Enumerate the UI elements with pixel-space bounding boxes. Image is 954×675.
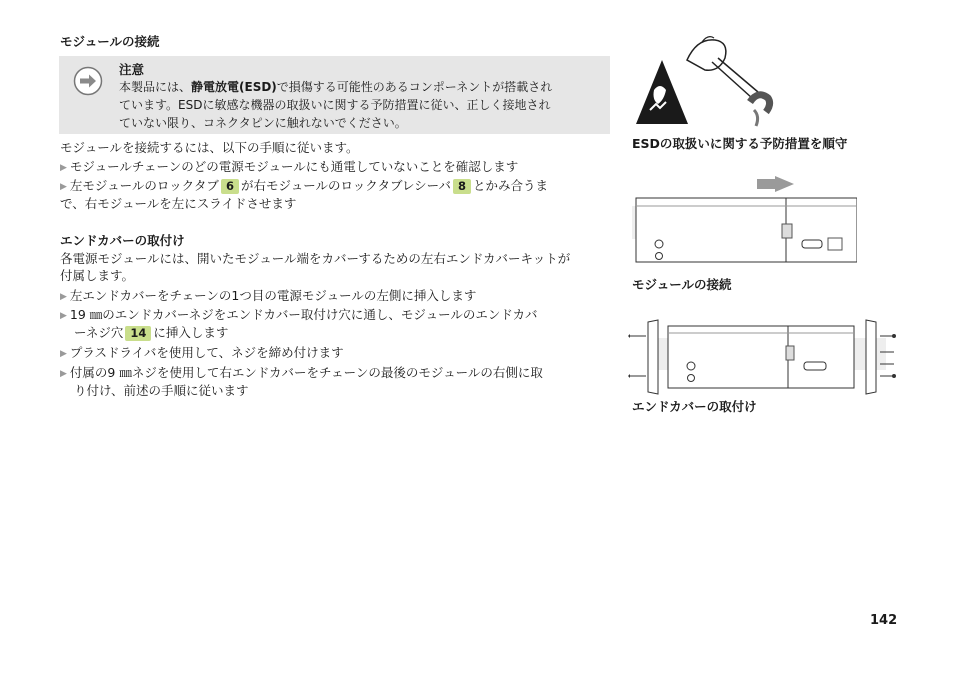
end-cover-illustration bbox=[628, 318, 898, 396]
caption-end-cover: エンドカバーの取付け bbox=[632, 399, 757, 414]
arrow-right-circle-icon bbox=[73, 66, 103, 96]
step-6: ▶ 付属の9 ㎜ネジを使用して右エンドカバーをチェーンの最後のモジュールの右側に取 bbox=[60, 364, 543, 384]
para2-line-1: 各電源モジュールには、開いたモジュール端をカバーするための左右エンドカバーキットが bbox=[60, 251, 571, 266]
step-1: ▶ モジュールチェーンのどの電源モジュールにも通電していないことを確認します bbox=[60, 158, 518, 178]
para2-line-2: 付属します。 bbox=[60, 268, 135, 283]
page-number: 142 bbox=[870, 613, 898, 628]
callout-badge-14: 14 bbox=[125, 326, 151, 341]
step-2: ▶ 左モジュールのロックタブ 6 が右モジュールのロックタブレシーバ 8 とかみ合うま bbox=[60, 177, 548, 197]
caption-module-connection: モジュールの接続 bbox=[632, 277, 732, 292]
callout-badge-6: 6 bbox=[221, 179, 239, 194]
intro-text: モジュールを接続するには、以下の手順に従います。 bbox=[60, 140, 359, 155]
callout-badge-8: 8 bbox=[453, 179, 471, 194]
caution-note-box bbox=[59, 56, 610, 134]
step-5: ▶ プラスドライバを使用して、ネジを締め付けます bbox=[60, 344, 344, 364]
note-line-2: ています。ESDに敏感な機器の取扱いに関する予防措置に従い、正しく接地され bbox=[119, 98, 551, 112]
note-line-1: 本製品には、静電放電(ESD)で損傷する可能性のあるコンポーネントが搭載され bbox=[119, 80, 553, 94]
esd-warning-illustration bbox=[632, 30, 782, 130]
note-title: 注意 bbox=[119, 62, 145, 77]
step-4: ▶ 19 ㎜のエンドカバーネジをエンドカバー取付け穴に通し、モジュールのエンドカバ bbox=[60, 306, 538, 326]
step-2-continuation: で、右モジュールを左にスライドさせます bbox=[60, 196, 297, 211]
module-connection-illustration bbox=[632, 176, 857, 271]
caption-esd: ESDの取扱いに関する予防措置を順守 bbox=[632, 136, 848, 151]
step-4-continuation: ーネジ穴 14 に挿入します bbox=[74, 325, 229, 340]
section-title-module-connection: モジュールの接続 bbox=[60, 34, 160, 49]
section-title-end-cover: エンドカバーの取付け bbox=[60, 233, 185, 248]
step-3: ▶ 左エンドカバーをチェーンの1つ目の電源モジュールの左側に挿入します bbox=[60, 287, 476, 307]
step-6-continuation: り付け、前述の手順に従います bbox=[74, 383, 249, 398]
note-line-3: ていない限り、コネクタピンに触れないでください。 bbox=[119, 116, 407, 130]
